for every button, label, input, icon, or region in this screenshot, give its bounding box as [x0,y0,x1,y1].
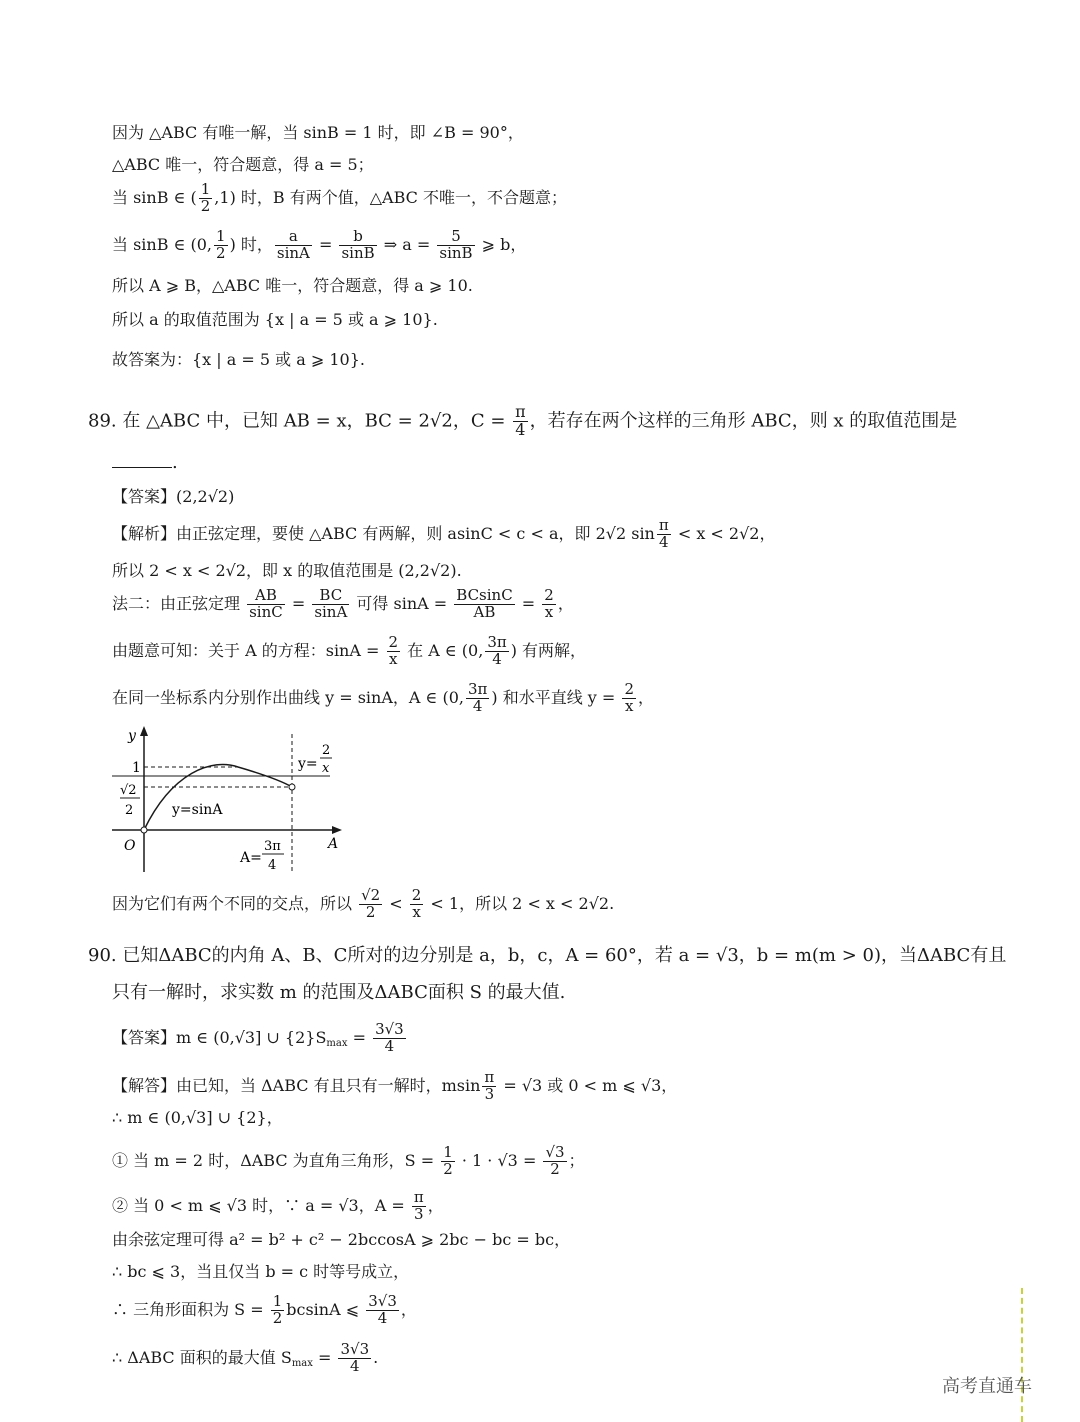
vline-label-den: 4 [268,858,277,872]
answer-blank [112,453,172,468]
y-axis-label: y [128,728,136,744]
prev-line-1: 因为 △ABC 有唯一解，当 sinB = 1 时，即 ∠B = 90°， [112,123,524,142]
q90-solution-2: ∴ m ∈ (0,√3] ∪ {2}， [112,1108,283,1127]
prev-line-4: 当 sinB ∈ (0, $\frac{1}{2}$ ) 时， $\frac{a}{\sin A}$ = $\frac{b}{\sin B}$ ⇒ a = $\frac{5}{\sin B}$ ⩾ b， [112,227,527,262]
q89-stem: 89. 在 △ABC 中，已知 AB = x，BC = 2√2，C = $\frac{\pi}{4}$ ，若存在两个这样的三角形 ABC，则 x 的取值范围是 [88,402,958,439]
origin-label: O [124,838,136,854]
q90-solution-5: 由余弦定理可得 a² = b² + c² − 2bccosA ⩾ 2bc − bc = bc， [112,1230,571,1249]
sine-graph [112,722,348,872]
prev-line-7: 故答案为：{x | a = 5 或 a ⩾ 10}. [112,350,365,369]
vline-label-num: 3π [264,839,281,854]
q89-analysis-2: 所以 2 < x < 2√2，即 x 的取值范围是 (2,2√2). [112,561,462,580]
q90-solution-8: ∴ ΔABC 面积的最大值 $S_{max}$ = $\frac{3√3}{4}$ . [112,1340,379,1375]
tick-r2-num: √2 [120,783,137,798]
curve-label: y=sinA [172,802,223,818]
q90-solution-4: ② 当 0 < m ⩽ √3 时，∵ a = √3，A = $\frac{\pi}{3}$ ， [112,1188,444,1223]
vline-label: A= [240,850,262,866]
tick-1-label: 1 [132,760,141,776]
watermark: 高考直通车 [942,1376,1032,1397]
end-point [289,784,295,790]
q90-solution-6: ∴ bc ⩽ 3，当且仅当 b = c 时等号成立， [112,1262,410,1281]
origin-point [141,827,147,833]
prev-line-5: 所以 A ⩾ B，△ABC 唯一，符合题意，得 a ⩾ 10. [112,276,473,295]
q89-method2-2: 由题意可知：关于 A 的方程：sinA = $\frac{2}{x}$ 在 A ∈ (0, $\frac{3\pi}{4}$ ) 有两解， [112,633,587,668]
q90-stem-1: 90. 已知ΔABC的内角 A、B、C所对的边分别是 a，b，c，A = 60°，若 a = √3，b = m(m > 0)，当ΔABC有且 [88,945,1007,966]
q89-analysis-1: 【解析】由正弦定理，要使 △ABC 有两解，则 asinC < c < a，即 2√2 sin $\frac{\pi}{4}$ < x < 2√2， [112,516,776,551]
q90-solution-1: 【解答】由已知，当 ΔABC 有且只有一解时，msin $\frac{\pi}{3}$ = √3 或 0 < m ⩽ √3， [112,1068,678,1103]
q90-answer: 【答案】m ∈ (0,√3] ∪ $\{2\}S_{max}$ = $\frac{3√3}{4}$ [112,1020,404,1055]
q89-blank: . [112,452,178,474]
sine-curve [144,764,292,830]
q89-method2-1: 法二：由正弦定理 $\frac{AB}{\sin C}$ = $\frac{BC}{\sin A}$ 可得 sinA = $\frac{BCsinC}{AB}$ = $\frac{2}{x}$ ， [112,586,574,621]
q89-answer: 【答案】(2,2√2) [112,487,235,506]
decorative-dash-line [1021,1288,1023,1422]
x-axis-arrow-icon [332,826,342,834]
x-axis-label: A [328,836,339,852]
q89-method2-3: 在同一坐标系内分别作出曲线 y = sinA，A ∈ (0, $\frac{3\pi}{4}$ ) 和水平直线 y = $\frac{2}{x}$ ， [112,680,654,715]
line-label: y= [298,756,318,772]
prev-line-2: △ABC 唯一，符合题意，得 a = 5； [112,155,374,174]
line-label-num: 2 [322,743,331,758]
y-axis-arrow-icon [140,726,148,736]
tick-r2-den: 2 [125,803,134,818]
q89-conclusion: 因为它们有两个不同的交点，所以 $\frac{√2}{2}$ < $\frac{2}{x}$ < 1，所以 2 < x < 2√2. [112,886,615,921]
prev-line-6: 所以 a 的取值范围为 {x | a = 5 或 a ⩾ 10}. [112,310,438,329]
q90-solution-3: ① 当 m = 2 时，ΔABC 为直角三角形，S = $\frac{1}{2}$ · 1 · √3 = $\frac{√3}{2}$ ； [112,1143,585,1178]
q90-solution-7: ∴ 三角形面积为 S = $\frac{1}{2}$ bcsinA ⩽ $\frac{3√3}{4}$ ， [112,1292,417,1327]
line-label-den: x [322,761,330,776]
fraction: $\frac{1}{2}$ [200,180,211,215]
prev-line-3: 当 sinB ∈ ( $\frac{1}{2}$ ,1) 时，B 有两个值，△ABC 不唯一，不合题意； [112,180,567,215]
q90-stem-2: 只有一解时，求实数 m 的范围及ΔABC面积 S 的最大值. [112,982,566,1003]
